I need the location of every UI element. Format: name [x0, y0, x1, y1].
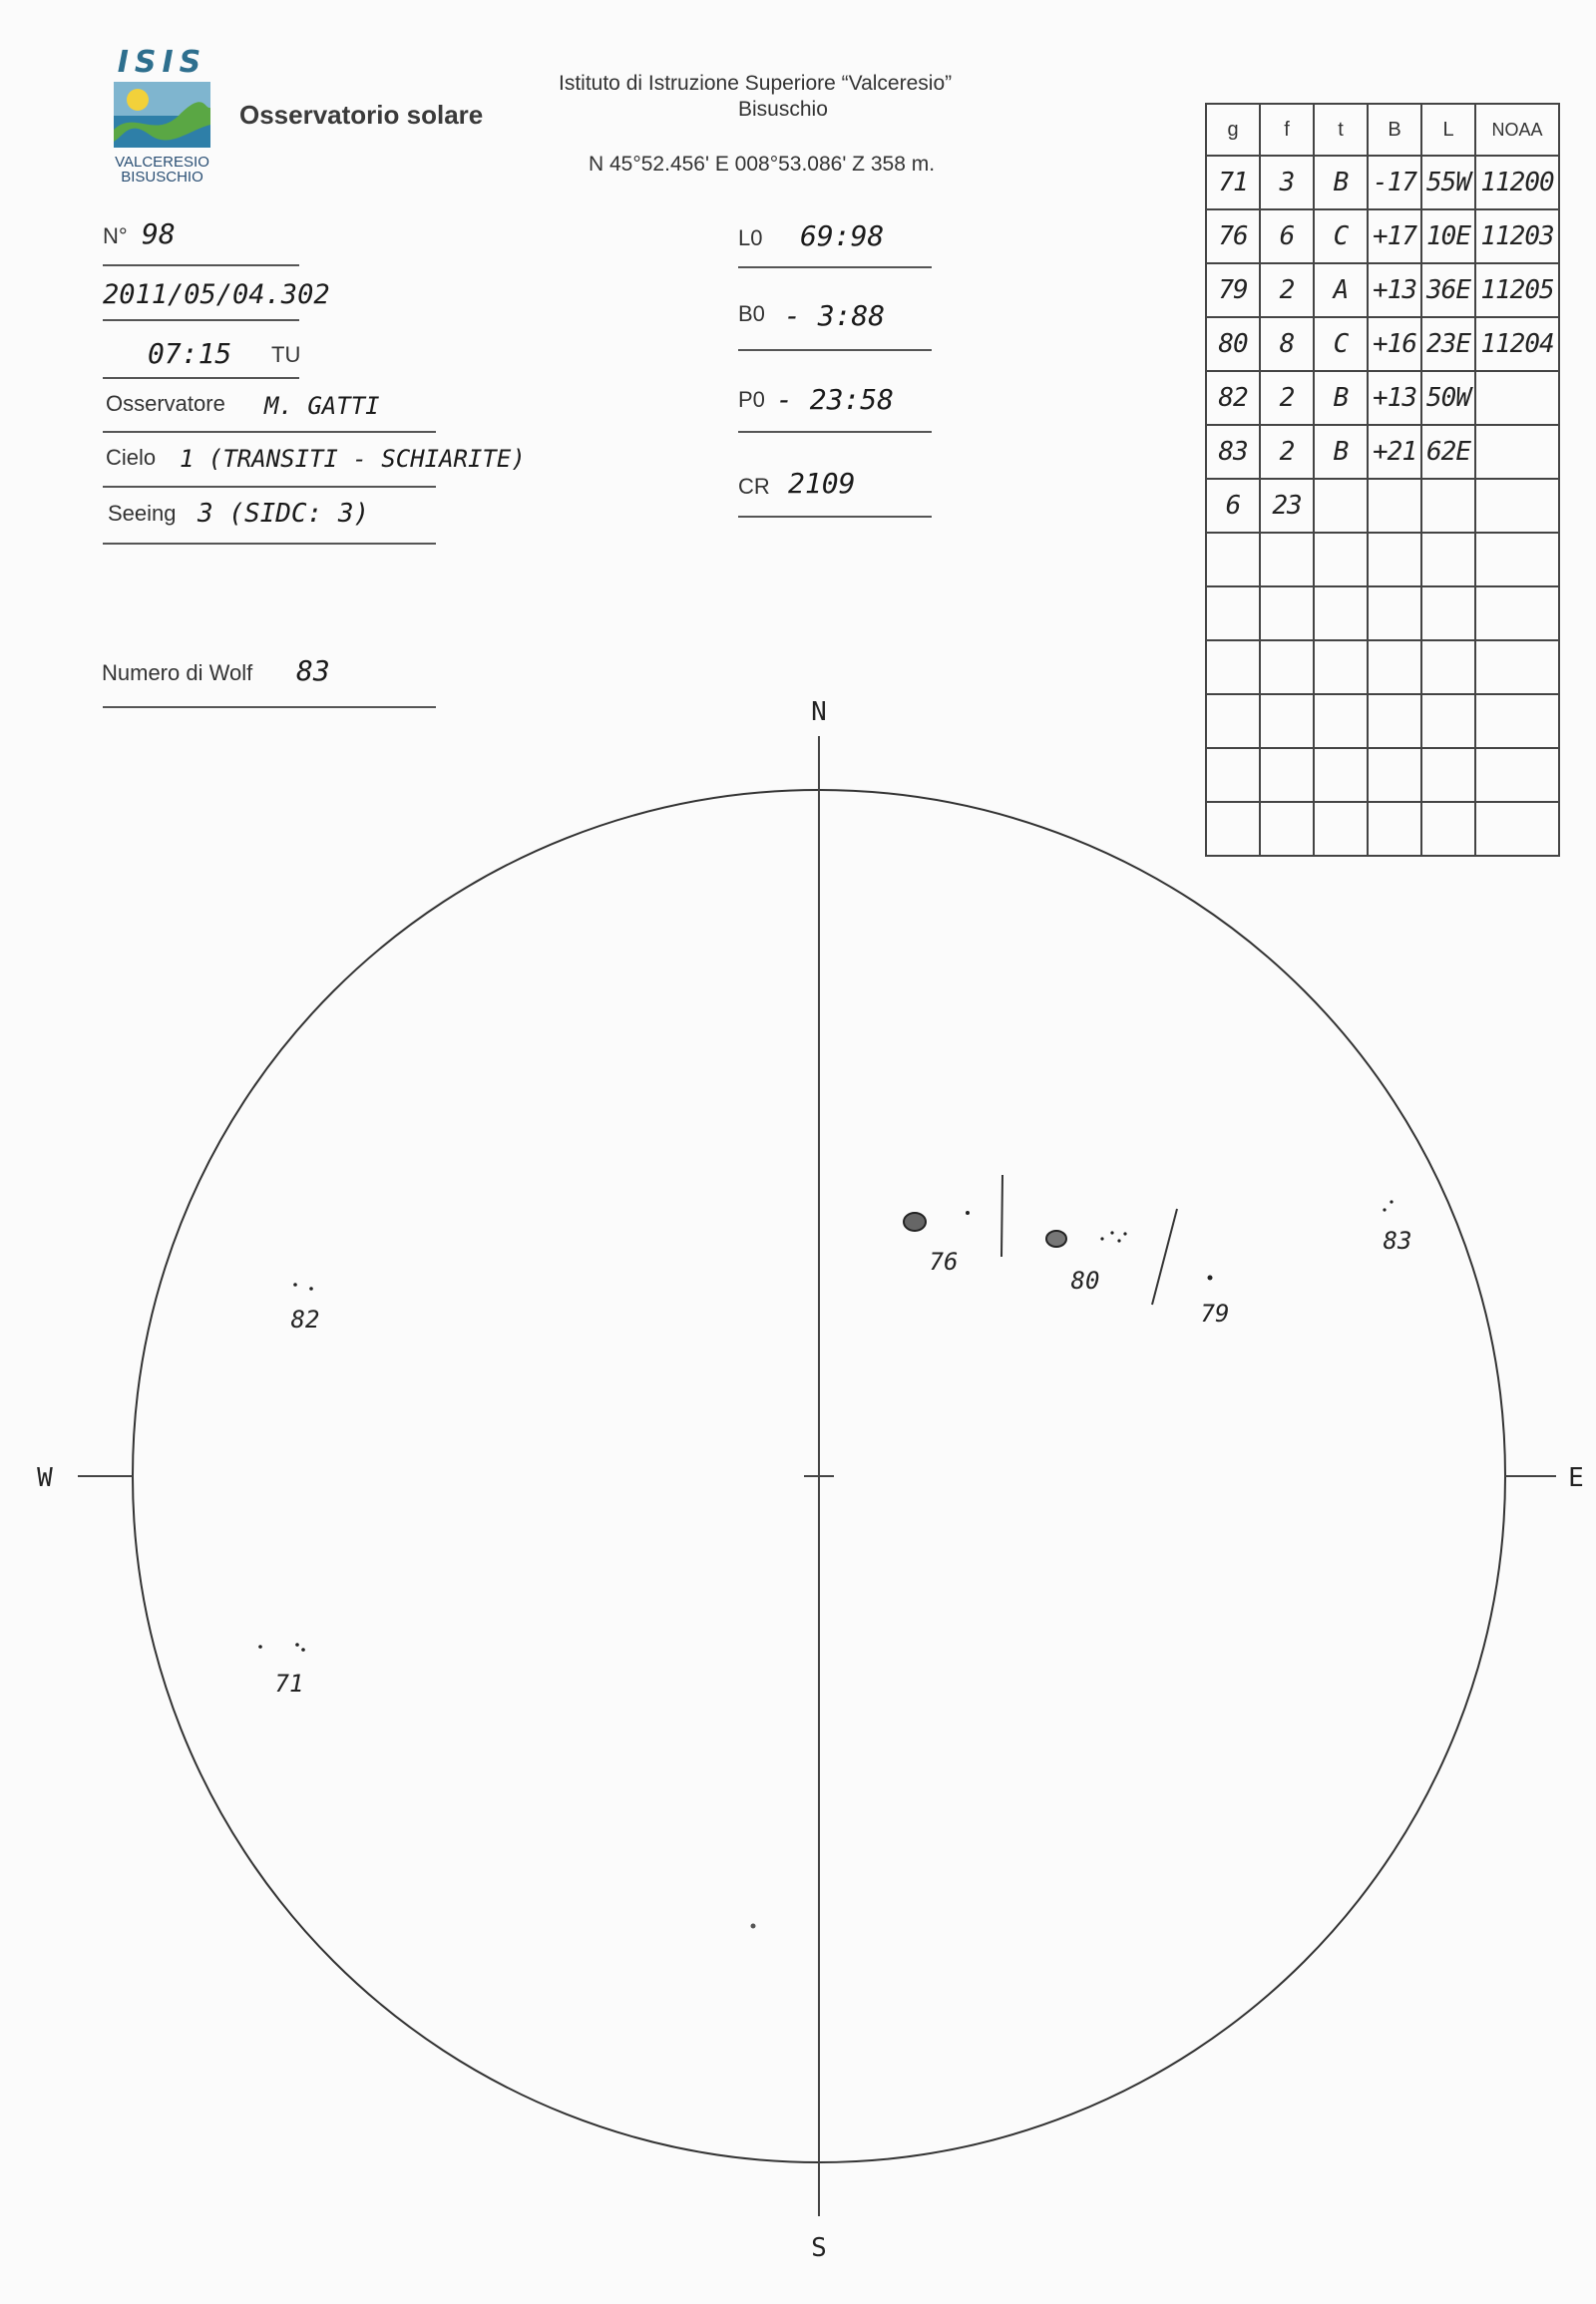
- group-label-82: 82: [290, 1306, 320, 1334]
- table-cell: B: [1314, 371, 1368, 425]
- sunspot-group-82: [293, 1283, 313, 1291]
- number-value: 98: [142, 217, 176, 250]
- table-cell: +21: [1368, 425, 1421, 479]
- sky-value: 1 (TRANSITI - SCHIARITE): [180, 445, 526, 473]
- table-cell: +13: [1368, 371, 1421, 425]
- west-label: W: [37, 1463, 53, 1493]
- table-cell: 11203: [1475, 209, 1559, 263]
- group-divider-1: [1001, 1175, 1002, 1257]
- table-cell: 2: [1260, 371, 1314, 425]
- sunspot-group-71: [258, 1643, 305, 1652]
- table-cell: 55W: [1421, 156, 1475, 209]
- table-cell: -17: [1368, 156, 1421, 209]
- table-cell: C: [1314, 209, 1368, 263]
- south-label: S: [811, 2233, 827, 2263]
- table-cell: 82: [1206, 371, 1260, 425]
- paper-speck: [751, 1924, 756, 1929]
- table-header-b: B: [1368, 104, 1421, 156]
- table-cell: +13: [1368, 263, 1421, 317]
- east-label: E: [1568, 1463, 1584, 1493]
- sunspot-group-76: [904, 1211, 970, 1231]
- observer-value: M. GATTI: [264, 392, 380, 420]
- cr-label: CR: [738, 474, 770, 499]
- group-label-76: 76: [929, 1248, 959, 1276]
- table-cell: 79: [1206, 263, 1260, 317]
- group-label-83: 83: [1383, 1227, 1412, 1255]
- group-divider-2: [1152, 1209, 1177, 1305]
- time-value: 07:15: [148, 337, 232, 370]
- table-cell: +17: [1368, 209, 1421, 263]
- group-label-71: 71: [274, 1670, 304, 1698]
- table-header-t: t: [1314, 104, 1368, 156]
- time-unit: TU: [271, 342, 301, 367]
- table-cell: B: [1314, 156, 1368, 209]
- seeing-label: Seeing: [108, 501, 177, 526]
- table-cell: 6: [1206, 479, 1260, 533]
- north-label: N: [811, 697, 827, 727]
- table-cell: 11204: [1475, 317, 1559, 371]
- table-cell: 71: [1206, 156, 1260, 209]
- table-cell: 76: [1206, 209, 1260, 263]
- date-value: 2011/05/04.302: [103, 279, 330, 310]
- table-cell: 80: [1206, 317, 1260, 371]
- table-cell: 62E: [1421, 425, 1475, 479]
- table-cell: 11205: [1475, 263, 1559, 317]
- number-label: N°: [103, 223, 128, 248]
- seeing-value: 3 (SIDC: 3): [198, 499, 370, 529]
- sunspot-group-79: [1208, 1276, 1213, 1281]
- wolf-label: Numero di Wolf: [102, 660, 253, 685]
- group-label-80: 80: [1070, 1267, 1100, 1295]
- p0-label: P0: [738, 387, 765, 412]
- table-cell: 3: [1260, 156, 1314, 209]
- table-cell: 8: [1260, 317, 1314, 371]
- institute-name: Istituto di Istruzione Superiore “Valceresio”: [559, 72, 953, 95]
- table-cell: 36E: [1421, 263, 1475, 317]
- sunspot-group-80: [1046, 1231, 1127, 1247]
- table-cell: A: [1314, 263, 1368, 317]
- sunspot-group-83: [1383, 1200, 1393, 1211]
- logo-sub1: VALCERESIO: [115, 154, 209, 171]
- logo-text: ISIS: [117, 45, 207, 80]
- page-title: Osservatorio solare: [239, 100, 484, 130]
- table-cell: +16: [1368, 317, 1421, 371]
- table-header-f: f: [1260, 104, 1314, 156]
- logo-sub2: BISUSCHIO: [121, 169, 203, 186]
- l0-value: 69:98: [800, 219, 885, 252]
- l0-label: L0: [738, 225, 763, 250]
- table-cell: C: [1314, 317, 1368, 371]
- table-cell: 2: [1260, 425, 1314, 479]
- table-cell: 83: [1206, 425, 1260, 479]
- group-label-79: 79: [1200, 1300, 1230, 1328]
- institute-town: Bisuschio: [738, 98, 828, 121]
- table-cell: 50W: [1421, 371, 1475, 425]
- table-header-g: g: [1206, 104, 1260, 156]
- table-cell: B: [1314, 425, 1368, 479]
- table-cell: 11200: [1475, 156, 1559, 209]
- table-cell: 23: [1260, 479, 1314, 533]
- cr-value: 2109: [788, 467, 856, 500]
- table-cell: 6: [1260, 209, 1314, 263]
- table-header-noaa: NOAA: [1475, 104, 1559, 156]
- table-header-l: L: [1421, 104, 1475, 156]
- observatory-coordinates: N 45°52.456' E 008°53.086' Z 358 m.: [589, 153, 936, 176]
- p0-value: - 23:58: [776, 383, 895, 416]
- table-cell: 2: [1260, 263, 1314, 317]
- b0-value: - 3:88: [784, 299, 886, 332]
- sky-label: Cielo: [106, 445, 157, 470]
- observer-label: Osservatore: [106, 391, 225, 416]
- table-cell: 10E: [1421, 209, 1475, 263]
- table-cell: 23E: [1421, 317, 1475, 371]
- wolf-value: 83: [296, 654, 330, 687]
- b0-label: B0: [738, 301, 765, 326]
